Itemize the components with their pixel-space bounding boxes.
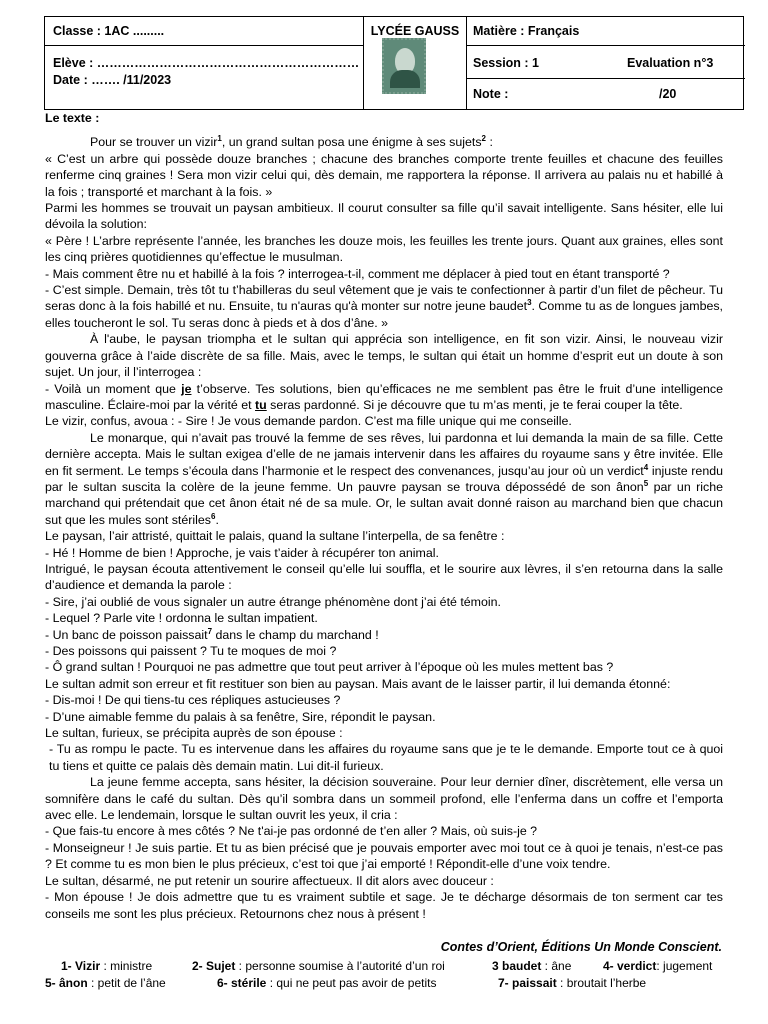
paragraph: - Voilà un moment que je t’observe. Tes solutions, bien qu’efficaces ne me semblent pas être le fruit d’une intelligence masculine. Éclaire-moi par la vérité et tu seras pardonné. Si je découvre que tu m’as menti, je te ferai couper la tête.	[45, 381, 723, 412]
portrait-body-icon	[390, 70, 420, 88]
paragraph: - Ô grand sultan ! Pourquoi ne pas admettre que tout peut arriver à l’époque où les mules mettent bas ?	[45, 660, 614, 675]
glossary-item: 3 baudet : âne	[492, 959, 572, 973]
paragraph: - Dis-moi ! De qui tiens-tu ces répliques astucieuses ?	[45, 693, 341, 708]
school-name: LYCÉE GAUSS	[370, 24, 460, 38]
paragraph: Pour se trouver un vizir$^1$, un grand sultan posa une énigme à ses sujets$^2$ :	[90, 134, 493, 150]
glossary-item: 5- ânon : petit de l’âne	[45, 976, 166, 990]
paragraph: Le sultan admit son erreur et fit restituer son bien au paysan. Mais avant de le laisser partir, il lui demanda étonné:	[45, 676, 671, 691]
session-label: Session : 1	[473, 56, 539, 70]
glossary-item: 4- verdict: jugement	[603, 959, 713, 973]
paragraph: - Des poissons qui paissent ? Tu te moques de moi ?	[45, 644, 337, 658]
paragraph: Le sultan, désarmé, ne put retenir un sourire affectueux. Il dit alors avec douceur :	[45, 873, 494, 888]
note-label: Note :	[473, 87, 509, 101]
glossary-item: 1- Vizir : ministre	[61, 959, 153, 973]
glossary-item: 2- Sujet : personne soumise à l’autorité d’un roi	[192, 959, 445, 973]
paragraph: À l'aube, le paysan triompha et le sultan qui apprécia son intelligence, en fit son vizir. Ainsi, le nouveau vizir gouverna grâce à l’aide discrète de sa fille. Mais, avec le temps, le sultan qui était un homme d’esprit eut un doute à son sujet. Un jour, il l’interrogea :	[45, 332, 723, 380]
note-total: /20	[659, 87, 677, 101]
subject-label: Matière : Français	[473, 24, 580, 38]
header-divider	[363, 17, 364, 109]
paragraph: - Hé ! Homme de bien ! Approche, je vais t’aider à récupérer ton animal.	[45, 545, 439, 560]
header-divider	[466, 78, 745, 79]
class-label: Classe : 1AC .........	[53, 24, 165, 38]
student-name-field: Elève : ………………………………………………………	[53, 56, 360, 70]
paragraph: - Lequel ? Parle vite ! ordonna le sultan impatient.	[45, 611, 318, 626]
glossary-row	[45, 975, 745, 992]
evaluation-label: Evaluation n°3	[627, 56, 714, 70]
paragraph: - Sire, j’ai oublié de vous signaler un autre étrange phénomène dont j’ai été témoin.	[45, 594, 501, 609]
paragraph: « Père ! L’arbre représente l’année, les branches les douze mois, les feuilles les trente jours. Quant aux graines, elles sont les cinq prières quotidiennes qu’effectue le musulman.	[45, 233, 723, 265]
paragraph: Intrigué, le paysan écouta attentivement le conseil qu’elle lui souffla, et le sourire aux lèvres, il s’en retourna dans la salle d’audience et demanda la parole :	[45, 561, 723, 593]
paragraph: Le vizir, confus, avoua : - Sire ! Je vous demande pardon. C’est ma fille unique qui me conseille.	[45, 414, 572, 429]
paragraph: La jeune femme accepta, sans hésiter, la décision souveraine. Pour leur dernier dîner, discrètement, elle versa un somnifère dans le café du sultan. Dès qu’il sombra dans un sommeil profond, elle l’enferma dans un coffre et l’emporta avec elle. Le lendemain, lorsque le sultan ouvrit les yeux, il cria :	[45, 775, 723, 823]
paragraph: - Monseigneur ! Je suis partie. Et tu as bien précisé que je pouvais emporter avec moi tout ce à quoi je tenais, n’est-ce pas ? Et comme tu es mon bien le plus précieux, c’est toi que j’ai emporté ! Répondit-elle d’une voix tendre.	[45, 840, 723, 872]
paragraph: - Mais comment être nu et habillé à la fois ? interrogea-t-il, comment me déplacer à pied tout en étant transporté ?	[45, 266, 670, 281]
paragraph: - C’est simple. Demain, très tôt tu t’habilleras du seul vêtement que je vais te confectionner à partir d’un filet de pêcheur. Tu seras donc à la fois habillé et nu. Ensuite, tu n'auras qu'à monter sur notre jeune baudet$^3$. Comme tu as de longues jambes, elles toucheront le sol. Tu seras donc à pieds et à dos d’âne. »	[45, 283, 723, 330]
text-title: Le texte :	[45, 111, 100, 125]
reading-text	[45, 110, 723, 922]
paragraph: - Mon épouse ! Je dois admettre que tu es vraiment subtile et sage. Je te décharge désormais de ton serment car tes conseils me sont les plus précieux. Retournons chez nous à présent !	[45, 890, 723, 921]
glossary-row	[45, 958, 745, 975]
glossary-item: 7- paissait : broutait l’herbe	[498, 976, 647, 990]
glossary-item: 6- stérile : qui ne peut pas avoir de petits	[217, 976, 437, 990]
paragraph: « C’est un arbre qui possède douze branches ; chacune des branches comporte trente feuilles et chacune des feuilles renferme cinq graines ! Sera mon vizir celui qui, dès demain, me rapportera la réponse. Il arrivera au palais nu et habillé à la fois ; transporté et marchant à la fois. »	[45, 151, 723, 199]
glossary	[45, 958, 745, 992]
paragraph: Le monarque, qui n’avait pas trouvé la femme de ses rêves, lui pardonna et lui demanda la main de sa fille. Cette dernière accepta. Mais le sultan exigea d’elle de ne jamais intervenir dans les affaires du royaume sans y être invitée. Elle en fit serment. Le temps s’écoula dans l’harmonie et le respect des convenances, jusqu’au jour où un verdict$^4$ injuste rendu par le sultan suscita la colère de la jeune femme. Un pauvre paysan se trouva dépossédé de son ânon$^5$ par un riche marchand qui prétendait que cet ânon était né de sa mule. Or, le sultan avait donné raison au marchand bien que chacun sut que les mules sont stériles$^6$.	[45, 430, 724, 527]
paragraph: - D’une aimable femme du palais à sa fenêtre, Sire, répondit le paysan.	[45, 709, 436, 724]
paragraph: Le sultan, furieux, se précipita auprès de son épouse :	[45, 726, 343, 741]
paragraph: - Que fais-tu encore à mes côtés ? Ne t'ai-je pas ordonné de t’en aller ? Mais, où suis-je ?	[45, 824, 538, 839]
paragraph: Le paysan, l’air attristé, quittait le palais, quand la sultane l’interpella, de sa fenêtre :	[45, 529, 505, 544]
source-citation: Contes d’Orient, Éditions Un Monde Conscient.	[440, 940, 722, 954]
gauss-portrait-stamp	[382, 38, 426, 94]
paragraph: - Un banc de poisson paissait$^7$ dans le champ du marchand !	[45, 626, 379, 642]
paragraph: - Tu as rompu le pacte. Tu es intervenue dans les affaires du royaume sans que je te le demande. Emporte tout ce à quoi tu tiens et quitte ce palais dès demain matin. Lui dit-il furieux.	[49, 742, 723, 773]
date-field: Date : ……. /11/2023	[53, 73, 172, 87]
paragraph: Parmi les hommes se trouvait un paysan ambitieux. Il courut consulter sa fille qu’il savait intelligente. Sans hésiter, elle lui dévoila la solution:	[45, 201, 723, 232]
header-divider	[466, 17, 467, 109]
header-divider	[45, 45, 363, 46]
header-divider	[466, 45, 745, 46]
